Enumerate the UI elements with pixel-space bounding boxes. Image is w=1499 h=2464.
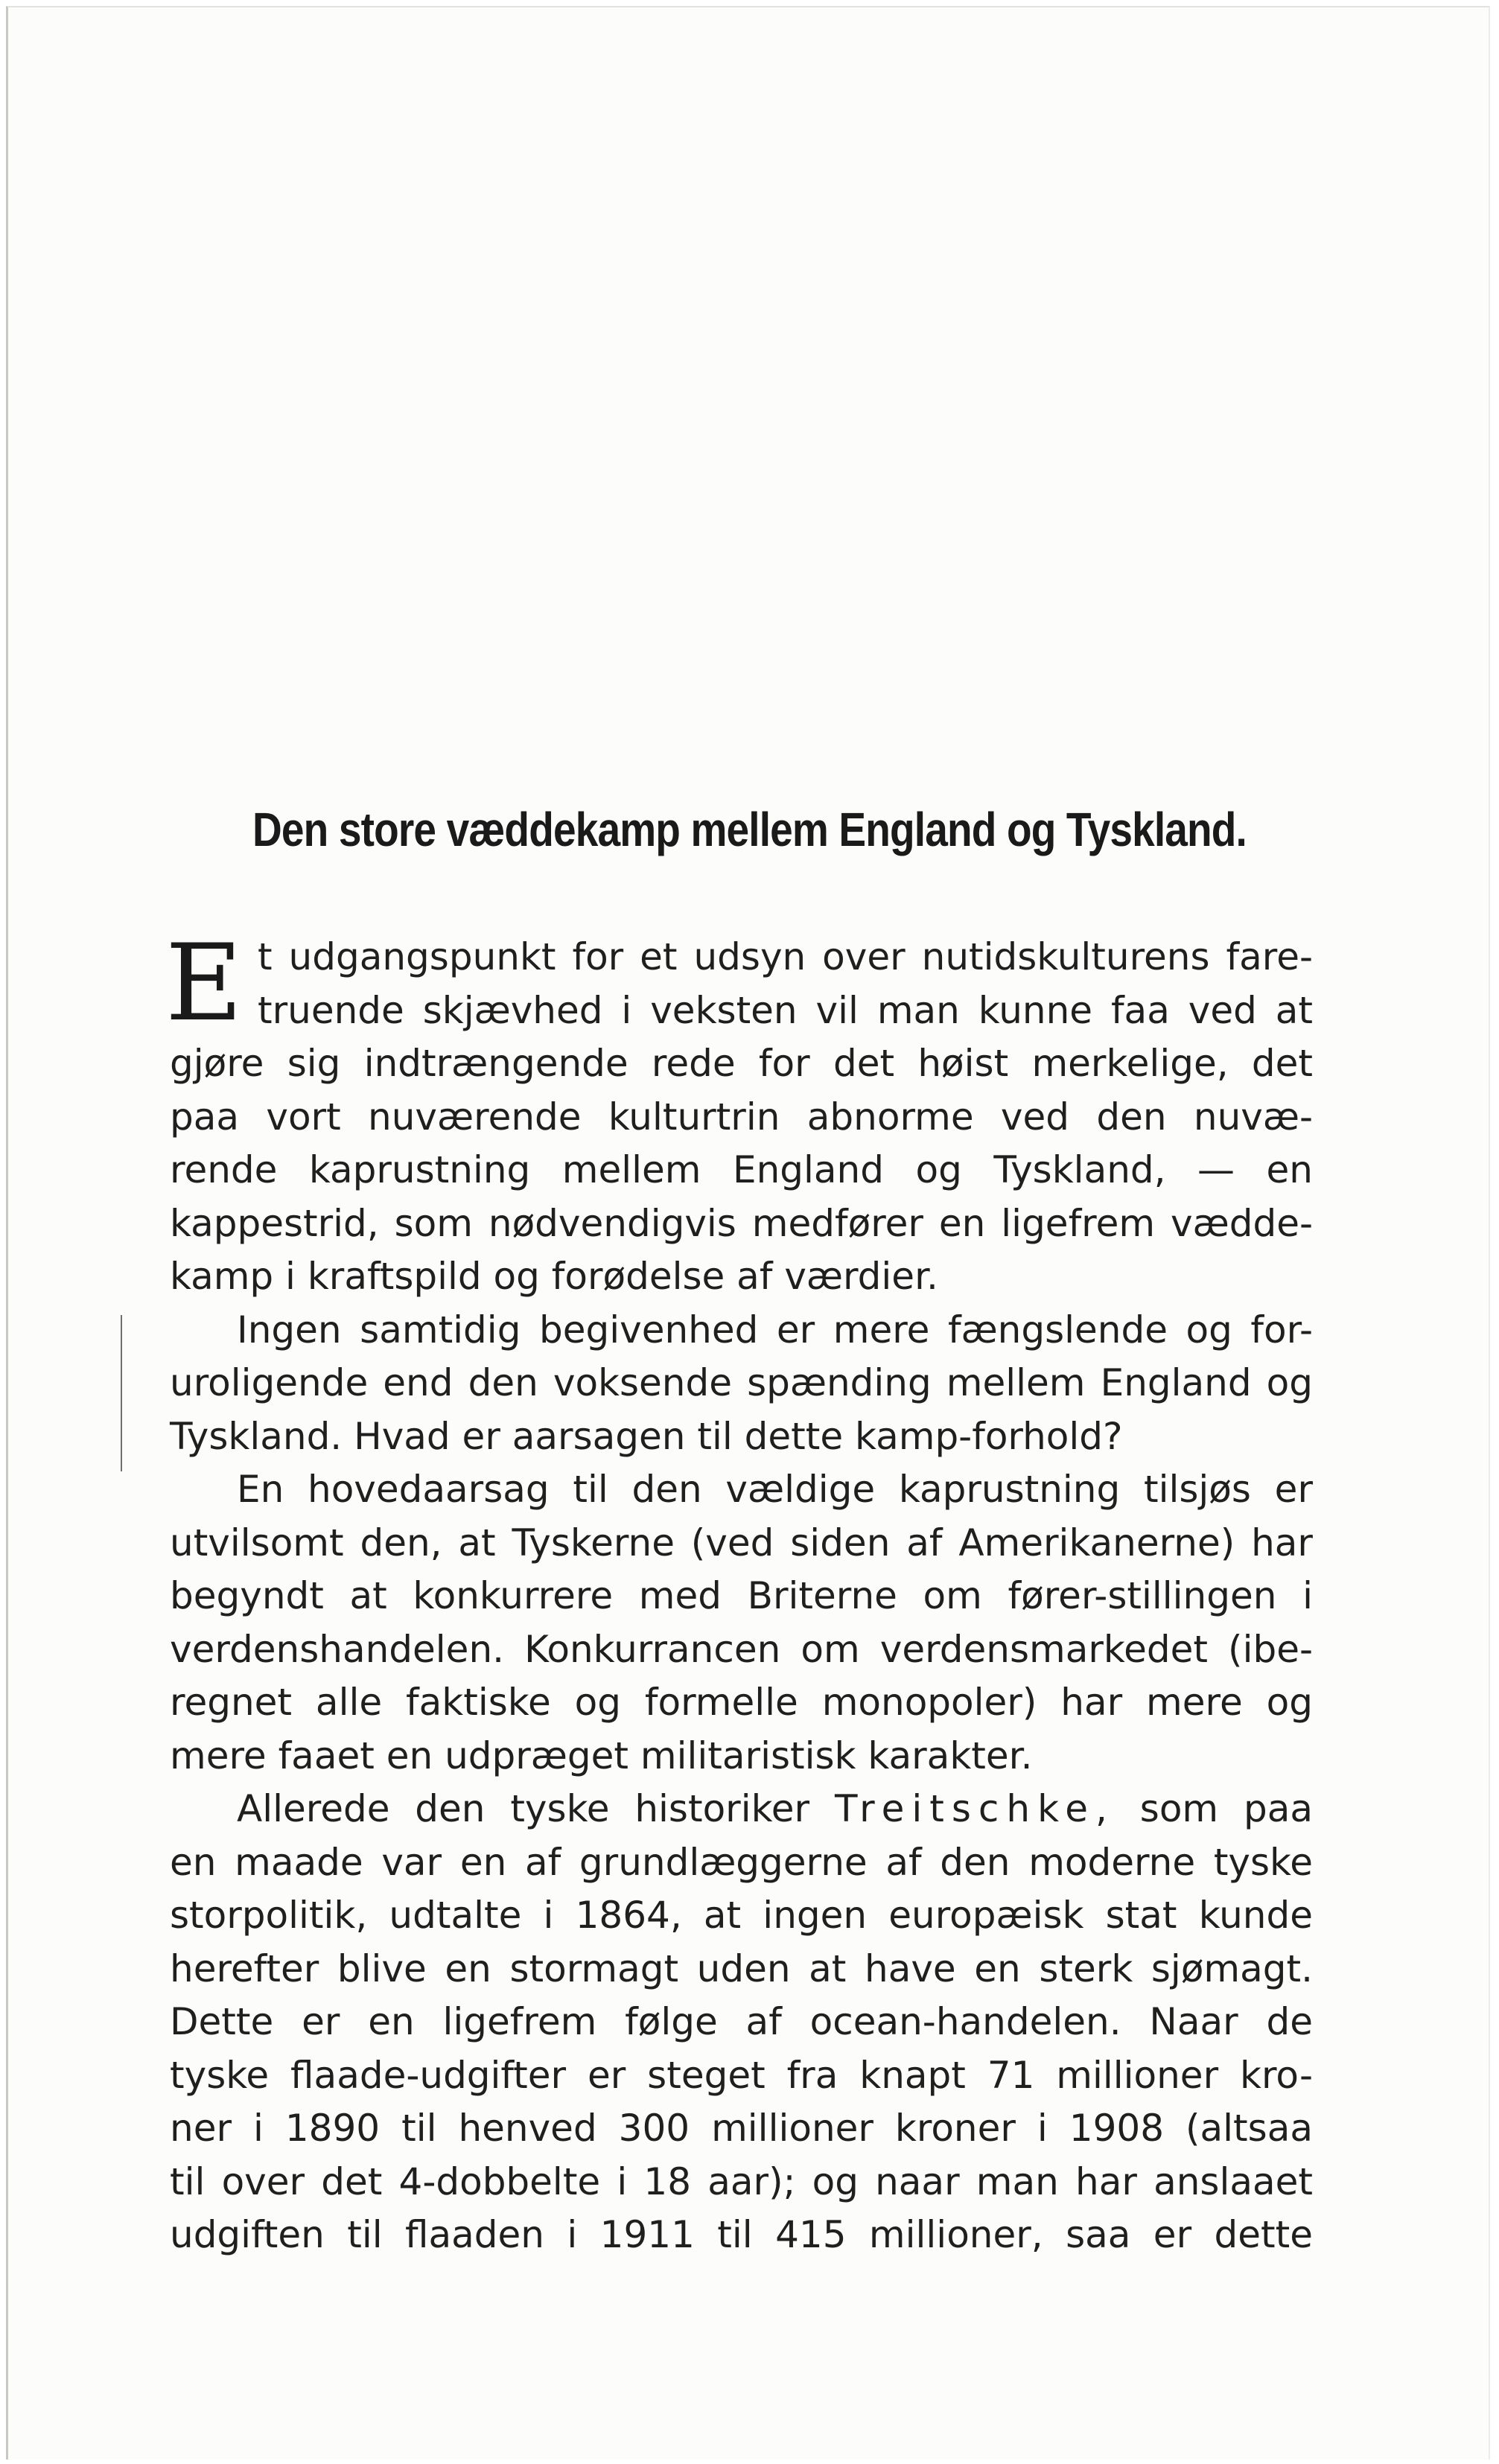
text-line: utvilsomt den, at Tyskerne (ved siden af Amerikanerne) har	[170, 1521, 1313, 1564]
text-line: Ingen samtidig begivenhed er mere fængslende og for-	[237, 1308, 1313, 1352]
spaced-name: Treitschke,	[834, 1787, 1115, 1830]
paragraph-4	[170, 1783, 1313, 2262]
text-line: herefter blive en stormagt uden at have en sterk sjømagt.	[170, 1946, 1313, 1990]
text-line: verdenshandelen. Konkurrancen om verdensmarkedet (ibe-	[170, 1627, 1313, 1671]
paragraph-1	[165, 922, 1313, 1304]
text-fragment: som paa	[1139, 1787, 1313, 1830]
text-fragment: Allerede den tyske historiker	[237, 1787, 810, 1830]
text-line: rende kaprustning mellem England og Tyskland, — en	[170, 1148, 1313, 1191]
text-line: begyndt at konkurrere med Briterne om fører-stillingen i	[170, 1574, 1313, 1617]
text-line: storpolitik, udtalte i 1864, at ingen europæisk stat kunde	[170, 1894, 1313, 1937]
text-line: regnet alle faktiske og formelle monopoler) har mere og	[170, 1681, 1313, 1724]
text-line: Tyskland. Hvad er aarsagen til dette kamp-forhold?	[170, 1414, 1123, 1458]
text-line: kamp i kraftspild og forødelse af værdier.	[170, 1255, 938, 1298]
text-line	[170, 1783, 1313, 1836]
text-line: en maade var en af grundlæggerne af den moderne tyske	[170, 1840, 1313, 1884]
text-line: En hovedaarsag til den vældige kaprustning tilsjøs er	[237, 1468, 1313, 1511]
text-line: tyske flaade-udgifter er steget fra knapt 71 millioner kro-	[170, 2053, 1313, 2097]
text-line: paa vort nuværende kulturtrin abnorme ved den nuvæ-	[170, 1095, 1313, 1139]
body-text	[165, 922, 1313, 2262]
page-title: Den store væddekamp mellem England og Tyskland.	[252, 803, 1247, 856]
text-line: udgiften til flaaden i 1911 til 415 millioner, saa er dette	[170, 2213, 1313, 2256]
text-line: truende skjævhed i veksten vil man kunne faa ved at	[258, 988, 1313, 1032]
text-line: mere faaet en udpræget militaristisk karakter.	[170, 1734, 1033, 1777]
text-line: til over det 4-dobbelte i 18 aar); og naar man har anslaaet	[170, 2159, 1313, 2203]
text-line: Dette er en ligefrem følge af ocean-handelen. Naar de	[170, 2000, 1313, 2043]
text-line: gjøre sig indtrængende rede for det høist merkelige, det	[170, 1042, 1313, 1085]
margin-mark	[121, 1315, 122, 1471]
text-line: ner i 1890 til henved 300 millioner kroner i 1908 (altsaa	[170, 2107, 1313, 2150]
text-line: t udgangspunkt for et udsyn over nutidskulturens fare-	[258, 935, 1313, 978]
drop-cap-letter: E	[165, 922, 243, 1045]
text-line: kappestrid, som nødvendigvis medfører en ligefrem vædde-	[170, 1201, 1313, 1245]
text-line: uroligende end den voksende spænding mellem England og	[170, 1361, 1313, 1404]
paragraph-3	[170, 1463, 1313, 1783]
paragraph-2	[170, 1304, 1313, 1464]
